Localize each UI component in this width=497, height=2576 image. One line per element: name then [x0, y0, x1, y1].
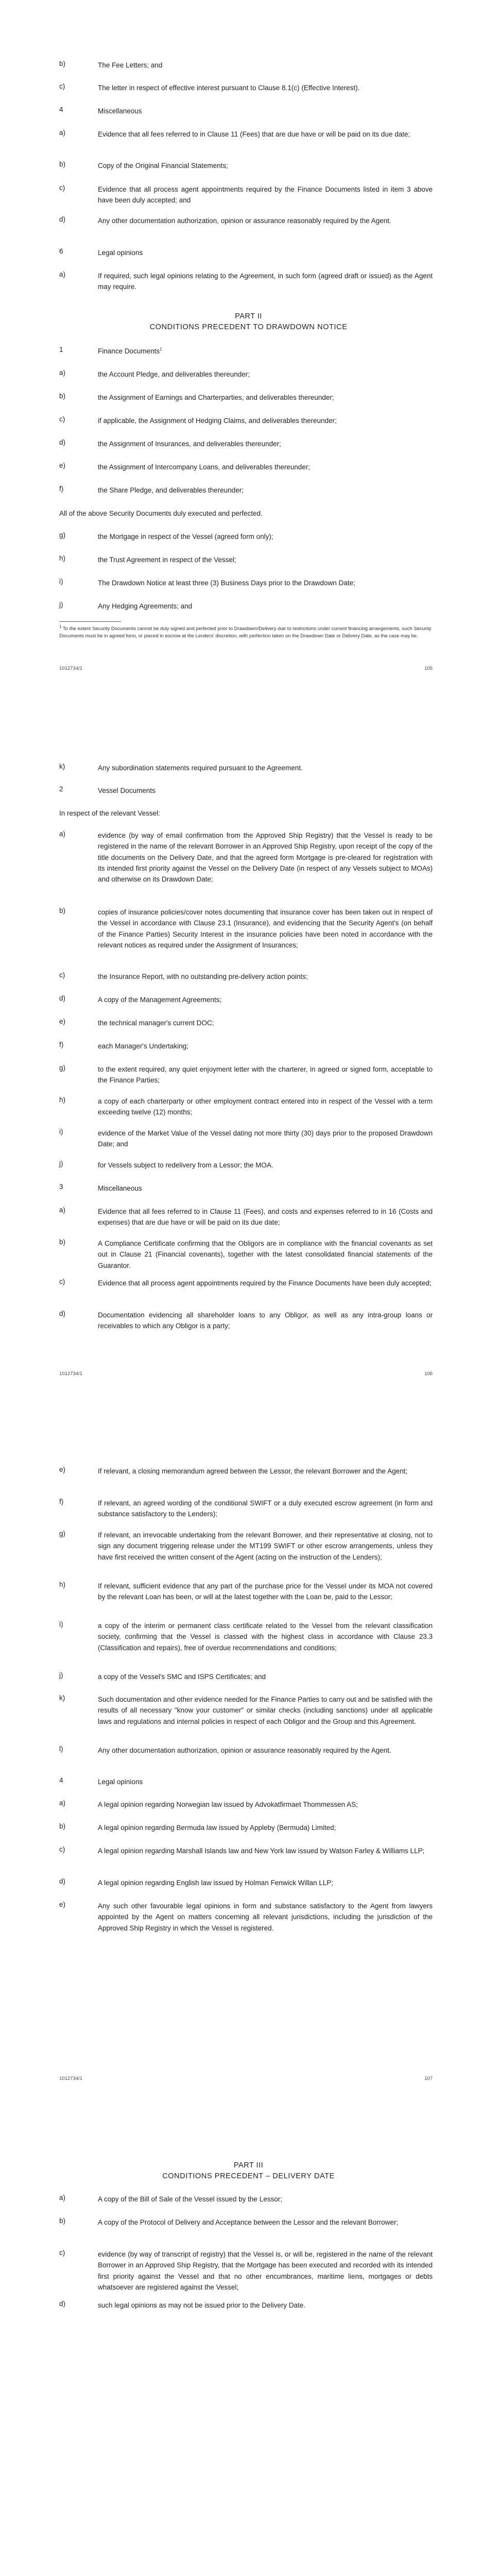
- item-label: d): [59, 2300, 66, 2308]
- page-number: 105: [424, 666, 433, 671]
- item-text: the Assignment of Earnings and Charterparties, and deliverables thereunder;: [98, 394, 334, 401]
- item-label: f): [59, 485, 64, 493]
- item-text: A legal opinion regarding Marshall Islands law and New York law issued by Watson Farley & Williams LLP;: [98, 1847, 425, 1855]
- item-label: e): [59, 462, 66, 469]
- item-label: h): [59, 1581, 66, 1588]
- item-text: evidence of the Market Value of the Vessel dating not more thirty (30) days prior to the proposed Drawdown Date; and: [98, 1129, 433, 1148]
- item-text: Any subordination statements required pursuant to the Agreement.: [98, 764, 303, 772]
- item-label: d): [59, 1310, 66, 1317]
- paragraph: In respect of the relevant Vessel:: [59, 809, 160, 817]
- item-label: d): [59, 215, 66, 223]
- item-label: l): [59, 1745, 63, 1753]
- item-label: i): [59, 1620, 63, 1628]
- item-text: The letter in respect of effective interest pursuant to Clause 8.1(c) (Effective Interest).: [98, 84, 360, 92]
- item-text: a copy of each charterparty or other employment contract entered into in respect of the Vessel with a term exceeding twelve (12) months;: [98, 1097, 433, 1116]
- item-text: Evidence that all process agent appointments required by the Finance Documents listed in item 3 above have been duly accepted; and: [98, 185, 433, 205]
- item-label: e): [59, 1901, 66, 1908]
- footnote-divider: [59, 621, 121, 622]
- item-text: Any other documentation authorization, opinion or assurance reasonably required by the Agent.: [98, 217, 391, 225]
- item-label: g): [59, 1064, 66, 1072]
- item-label: 4: [59, 1776, 63, 1784]
- item-text: to the extent required, any quiet enjoyment letter with the charterer, in agreed or signed form, acceptable to the Finance Parties;: [98, 1065, 433, 1084]
- item-text: A legal opinion regarding Bermuda law issued by Appleby (Bermuda) Limited;: [98, 1824, 336, 1832]
- item-text: If relevant, an agreed wording of the conditional SWIFT or a duly executed escrow agreement (in form and substance satisfactory to the Lenders);: [98, 1499, 433, 1518]
- item-text: If required, such legal opinions relating to the Agreement, in such form (agreed draft or issued) as the Agent may require.: [98, 272, 433, 291]
- item-text: the Share Pledge, and deliverables thereunder;: [98, 486, 244, 494]
- item-label: c): [59, 82, 65, 90]
- item-text-value: Finance Documents: [98, 347, 160, 355]
- item-text: The Drawdown Notice at least three (3) Business Days prior to the Drawdown Date;: [98, 579, 355, 587]
- item-label: c): [59, 2249, 65, 2257]
- item-text: A legal opinion regarding Norwegian law issued by Advokatfirmaet Thommessen AS;: [98, 1801, 358, 1808]
- item-label: h): [59, 1096, 66, 1104]
- document-reference: 1012734/1: [59, 666, 82, 671]
- paragraph: All of the above Security Documents duly executed and perfected.: [59, 510, 263, 517]
- item-label: b): [59, 160, 66, 168]
- item-text: Documentation evidencing all shareholder loans to any Obligor, as well as any intra-group loans or receivables to which any Obligor is a party;: [98, 1311, 433, 1330]
- item-text: Vessel Documents: [98, 787, 156, 794]
- item-text: the Mortgage in respect of the Vessel (agreed form only);: [98, 533, 273, 540]
- item-label: a): [59, 270, 66, 278]
- item-label: c): [59, 971, 65, 979]
- item-text: the Trust Agreement in respect of the Vessel;: [98, 556, 236, 564]
- item-text: A copy of the Management Agreements;: [98, 996, 222, 1004]
- item-label: j): [59, 1671, 63, 1679]
- part-title: PART II: [235, 312, 262, 320]
- item-label: f): [59, 1041, 64, 1048]
- item-text: Any other documentation authorization, opinion or assurance reasonably required by the Agent.: [98, 1747, 391, 1754]
- item-label: 3: [59, 1183, 63, 1191]
- item-label: e): [59, 1466, 66, 1473]
- item-label: g): [59, 1530, 66, 1537]
- item-text: Such documentation and other evidence needed for the Finance Parties to carry out and be satisfied with the results of all necessary "know your customer" or similar checks (including sanctions) under all applicable laws and regulations and internal policies in respect of each Obligor and the Group and this Agreement.: [98, 1696, 433, 1725]
- item-label: c): [59, 184, 65, 192]
- item-text: A copy of the Protocol of Delivery and Acceptance between the Lessor and the relevant Borrower;: [98, 2218, 399, 2226]
- item-label: k): [59, 1694, 65, 1702]
- item-label: b): [59, 2217, 66, 2225]
- document-reference: 1012734/1: [59, 2076, 82, 2081]
- item-label: d): [59, 1877, 66, 1885]
- item-label: e): [59, 1018, 66, 1025]
- item-text: a copy of the interim or permanent class certificate related to the Vessel from the relevant classification society, confirming that the Vessel is classed with the highest class in accordance with Clause 23.3 (Classification and repairs), free of overdue recommendations and conditions;: [98, 1622, 433, 1652]
- page-number: 106: [424, 1371, 433, 1377]
- item-label: b): [59, 1238, 66, 1246]
- item-text: evidence (by way of transcript of registry) that the Vessel is, or will be, registered in the name of the relevant Borrower in an Approved Ship Registry, that the Mortgage has been executed and recorded with its intended first priority against the Vessel and that no other encumbrances, maritime liens, mortgages or debts whatsoever are registered against the Vessel;: [98, 2250, 433, 2291]
- footnote: [59, 624, 433, 640]
- item-text: Any Hedging Agreements; and: [98, 602, 193, 610]
- footnote-ref: 1: [160, 347, 162, 352]
- item-text: Any such other favourable legal opinions in form and substance satisfactory to the Agent from lawyers appointed by the Agent on matters concerning all relevant jurisdictions, including the jurisdiction of the Approved Ship Registry in which the Vessel is registered.: [98, 1902, 433, 1932]
- item-text: Miscellaneous: [98, 107, 142, 115]
- item-label: 4: [59, 106, 63, 113]
- item-label: d): [59, 994, 66, 1002]
- item-text: A Compliance Certificate confirming that the Obligors are in compliance with the financial covenants as set out in Clause 21 (Financial covenants), together with the latest consolidated financial statements of the Guarantor.: [98, 1240, 433, 1269]
- item-label: g): [59, 531, 66, 539]
- item-label: 6: [59, 247, 63, 255]
- item-text: Evidence that all fees referred to in Clause 11 (Fees), and costs and expenses referred to in 16 (Costs and expenses) that are due have or will be paid on its due date;: [98, 1208, 433, 1227]
- item-text: If relevant, a closing memorandum agreed between the Lessor, the relevant Borrower and the Agent;: [98, 1467, 408, 1475]
- item-label: f): [59, 1498, 64, 1505]
- item-text: each Manager's Undertaking;: [98, 1042, 188, 1050]
- item-label: d): [59, 438, 66, 446]
- item-label: b): [59, 392, 66, 400]
- item-label: c): [59, 1845, 65, 1853]
- item-text: [98, 346, 433, 357]
- document-reference: 1012734/1: [59, 1371, 82, 1377]
- item-text: Legal opinions: [98, 249, 143, 257]
- item-text: Copy of the Original Financial Statements;: [98, 162, 228, 170]
- footnote-mark: 1: [59, 624, 62, 629]
- item-text: copies of insurance policies/cover notes documenting that insurance cover has been taken out in respect of the Vessel in accordance with Clause 23.1 (Insurance), and evidencing that the Security Agent's (on behalf of the Finance Parties) Security Interest in the insurance policies have been noted in accordance with the relevant notices as required under the Assignment of Insurances;: [98, 908, 433, 949]
- footnote-text: To the extent Security Documents cannot be duly signed and perfected prior to Drawdown/Delivery due to restrictions under current financing arrangements, such Security Documents must be in agreed form, or placed in escrow at the Lenders' discretion, with perfection taken on the Drawdown Date or Delivery Date, as the case may be.: [59, 626, 432, 639]
- page-number: 107: [424, 2076, 433, 2081]
- item-text: the Assignment of Insurances, and deliverables thereunder;: [98, 440, 281, 448]
- item-text: Miscellaneous: [98, 1184, 142, 1192]
- item-text: the Account Pledge, and deliverables thereunder;: [98, 370, 250, 378]
- item-label: j): [59, 1160, 63, 1167]
- item-label: j): [59, 601, 63, 608]
- item-label: a): [59, 830, 66, 838]
- item-text: for Vessels subject to redelivery from a Lessor; the MOA.: [98, 1161, 273, 1169]
- item-label: i): [59, 578, 63, 585]
- item-text: A legal opinion regarding English law issued by Holman Fenwick Willan LLP;: [98, 1879, 333, 1887]
- item-text: the Assignment of Intercompany Loans, and deliverables thereunder;: [98, 463, 311, 471]
- item-label: b): [59, 907, 66, 914]
- item-label: a): [59, 369, 66, 377]
- item-text: Evidence that all process agent appointments required by the Finance Documents have been duly accepted;: [98, 1279, 432, 1287]
- item-text: the Insurance Report, with no outstanding pre-delivery action points;: [98, 973, 308, 980]
- item-text: the technical manager's current DOC;: [98, 1019, 214, 1027]
- item-label: i): [59, 1128, 63, 1136]
- item-label: 1: [59, 346, 63, 353]
- item-text: If relevant, sufficient evidence that any part of the purchase price for the Vessel under its MOA not covered by the relevant Loan has been, or will at the latest together with the Loan be, paid to the Lessor;: [98, 1582, 433, 1601]
- part-title: PART III: [233, 2161, 264, 2170]
- item-label: a): [59, 1206, 66, 1214]
- item-text: Legal opinions: [98, 1778, 143, 1786]
- item-text: If relevant, an irrevocable undertaking from the relevant Borrower, and their representative at closing, not to sign any document triggering release under the MT199 SWIFT or other escrow arrangements, unless they have first received the written consent of the Agent (acting on the instruction of the Lenders);: [98, 1531, 433, 1561]
- item-text: A copy of the Bill of Sale of the Vessel issued by the Lessor;: [98, 2195, 282, 2203]
- item-label: b): [59, 60, 66, 67]
- item-text: evidence (by way of email confirmation from the Approved Ship Registry) that the Vessel is ready to be registered in the name of the relevant Borrower in an Approved Ship Registry, upon receipt of the copy of the title documents on the Delivery Date, and that the agreed form Mortgage is pre-cleared for registration with its intended first priority against the Vessel on the Delivery Date (in respect of any Vessels subject to MOAs) and otherwise on its Drawdown Date;: [98, 832, 433, 884]
- item-text: if applicable, the Assignment of Hedging Claims, and deliverables thereunder;: [98, 417, 337, 425]
- item-label: h): [59, 554, 66, 562]
- part-subtitle: CONDITIONS PRECEDENT TO DRAWDOWN NOTICE: [149, 323, 348, 331]
- item-label: 2: [59, 785, 63, 793]
- item-label: k): [59, 762, 65, 770]
- item-label: a): [59, 129, 66, 137]
- item-label: b): [59, 1822, 66, 1830]
- part-subtitle: CONDITIONS PRECEDENT – DELIVERY DATE: [162, 2172, 335, 2180]
- item-text: such legal opinions as may not be issued prior to the Delivery Date.: [98, 2301, 305, 2309]
- item-label: a): [59, 1799, 66, 1807]
- item-label: c): [59, 1278, 65, 1285]
- item-label: c): [59, 415, 65, 423]
- item-text: a copy of the Vessel's SMC and ISPS Certificates; and: [98, 1673, 266, 1681]
- item-text: The Fee Letters; and: [98, 61, 163, 69]
- item-label: a): [59, 2194, 66, 2201]
- item-text: Evidence that all fees referred to in Clause 11 (Fees) that are due have or will be paid on its due date;: [98, 130, 410, 138]
